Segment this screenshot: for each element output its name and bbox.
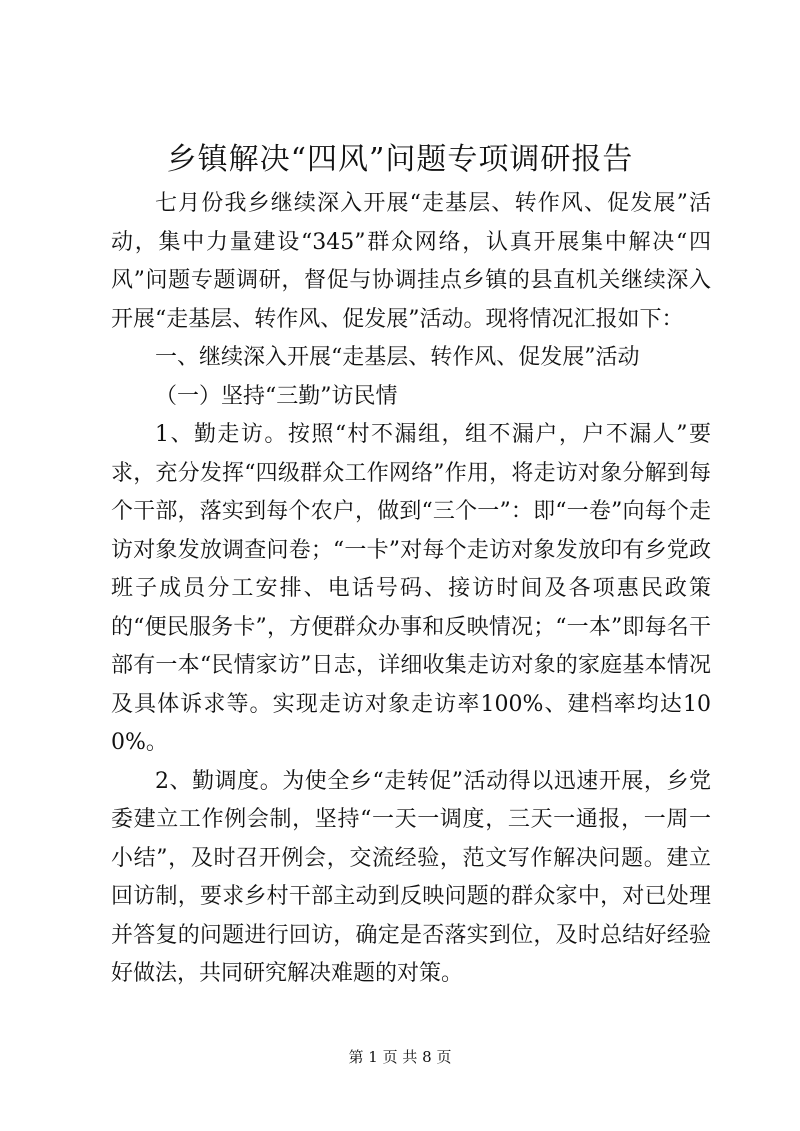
document-body	[111, 185, 711, 994]
page-number-footer: 第 1 页 共 8 页	[348, 1048, 452, 1066]
subsection-heading: （一）坚持“三勤”访民情	[155, 383, 398, 409]
document-title: 乡镇解决“四风”问题专项调研报告	[166, 142, 634, 177]
section-heading: 一、继续深入开展“走基层、转作风、促发展”活动	[155, 345, 640, 370]
visit-paragraph: 1、勤走访。按照“村不漏组，组不漏户，户不漏人”要求，充分发挥“四级群众工作网络”作用，将走访对象分解到每个干部，落实到每个农户，做到“三个一”：即“一卷”向每个走访对象发放调查问卷；“一卡”对每个走访对象发放印有乡党政班子成员分工安排、电话号码、接访时间及各项惠民政策的“便民服务卡”，方便群众办事和反映情况；“一本”即每名干部有一本“民情家访”日志，详细收集走访对象的家庭基本情况及具体诉求等。实现走访对象走访率100%、建档率均达100%。	[111, 422, 711, 755]
intro-paragraph: 七月份我乡继续深入开展“走基层、转作风、促发展”活动，集中力量建设“345”群众网络，认真开展集中解决“四风”问题专题调研，督促与协调挂点乡镇的县直机关继续深入开展“走基层、转作风、促发展”活动。现将情况汇报如下：	[111, 191, 711, 332]
dispatch-paragraph: 2、勤调度。为使全乡“走转促”活动得以迅速开展，乡党委建立工作例会制，坚持“一天一调度，三天一通报，一周一小结”，及时召开例会，交流经验，范文写作解决问题。建立回访制，要求乡村干部主动到反映问题的群众家中，对已处理并答复的问题进行回访，确定是否落实到位，及时总结好经验好做法，共同研究解决难题的对策。	[111, 768, 711, 986]
